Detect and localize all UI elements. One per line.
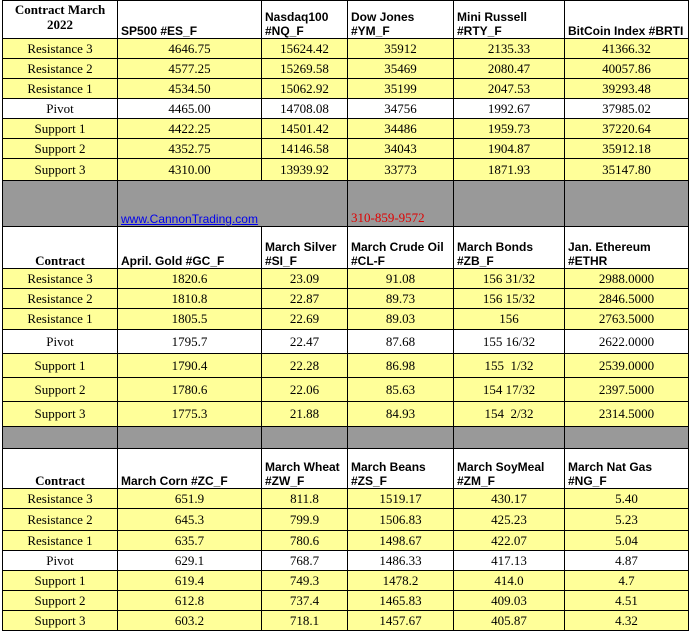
cell-value: 37220.64 <box>565 119 689 139</box>
section2-col-header <box>454 227 565 269</box>
cell-value: 4646.75 <box>118 39 262 59</box>
cell-value: 14501.42 <box>262 119 348 139</box>
cell-value: 2622.0000 <box>565 330 689 354</box>
cell-value: 1904.87 <box>454 139 565 159</box>
col-header-line2: #NG_F <box>568 474 607 488</box>
section1-col-header <box>454 1 565 39</box>
gray-cell <box>262 427 348 449</box>
col-header-line1: Mini Russell <box>457 10 528 24</box>
section1-col-header <box>348 1 454 39</box>
cell-value: 1498.67 <box>348 531 454 551</box>
col-header-line2: #NQ_F <box>265 24 304 38</box>
cell-value: 35912 <box>348 39 454 59</box>
row-label: Resistance 1 <box>3 531 118 551</box>
table-row <box>3 59 689 79</box>
col-header-line2: #RTY_F <box>457 24 502 38</box>
cell-value: 1519.17 <box>348 489 454 509</box>
table-row <box>3 99 689 119</box>
cell-value: 2314.5000 <box>565 402 689 427</box>
cell-value: 737.4 <box>262 591 348 611</box>
col-header-line2: #ZS_F <box>351 474 388 488</box>
cell-value: 1486.33 <box>348 551 454 571</box>
row-label: Support 2 <box>3 139 118 159</box>
gray-cell <box>118 427 262 449</box>
section2-col-header <box>262 227 348 269</box>
row-label: Support 3 <box>3 402 118 427</box>
cell-value: 14708.08 <box>262 99 348 119</box>
cell-value: 4422.25 <box>118 119 262 139</box>
cell-value: 154 2/32 <box>454 402 565 427</box>
cell-value: 22.69 <box>262 309 348 330</box>
cell-value: 409.03 <box>454 591 565 611</box>
col-header-line2: #ZM_F <box>457 474 496 488</box>
cell-value: 4465.00 <box>118 99 262 119</box>
row-label: Support 1 <box>3 571 118 591</box>
section1-col-header <box>262 1 348 39</box>
table-row <box>3 119 689 139</box>
cell-value: 35199 <box>348 79 454 99</box>
cell-value: 1820.6 <box>118 269 262 289</box>
col-header-line2: #CL-F <box>351 254 385 268</box>
website-link[interactable]: www.CannonTrading.com <box>118 181 348 227</box>
section1-contract-header <box>3 1 118 39</box>
pivot-levels-table <box>2 0 689 631</box>
row-label: Support 1 <box>3 119 118 139</box>
cell-value: 4.51 <box>565 591 689 611</box>
col-header-line1: March Silver <box>265 240 337 254</box>
col-header-line2: SP500 #ES_F <box>121 24 198 38</box>
cell-value: 86.98 <box>348 354 454 378</box>
gray-cell <box>348 427 454 449</box>
section2-header-row <box>3 227 689 269</box>
gray-cell <box>454 181 565 227</box>
cell-value: 22.28 <box>262 354 348 378</box>
cell-value: 84.93 <box>348 402 454 427</box>
cell-value: 35469 <box>348 59 454 79</box>
cell-value: 1478.2 <box>348 571 454 591</box>
col-header-line1: March Bonds <box>457 240 534 254</box>
cell-value: 2988.0000 <box>565 269 689 289</box>
contact-band-row <box>3 181 689 227</box>
cell-value: 619.4 <box>118 571 262 591</box>
table-row <box>3 378 689 402</box>
row-label: Resistance 3 <box>3 269 118 289</box>
cell-value: 22.47 <box>262 330 348 354</box>
row-label: Support 3 <box>3 611 118 631</box>
cell-value: 405.87 <box>454 611 565 631</box>
cell-value: 34043 <box>348 139 454 159</box>
table-row <box>3 330 689 354</box>
cell-value: 612.8 <box>118 591 262 611</box>
cell-value: 156 31/32 <box>454 269 565 289</box>
row-label: Pivot <box>3 330 118 354</box>
cell-value: 651.9 <box>118 489 262 509</box>
cell-value: 23.09 <box>262 269 348 289</box>
cell-value: 4.32 <box>565 611 689 631</box>
separator-row <box>3 427 689 449</box>
cell-value: 33773 <box>348 159 454 181</box>
table-row <box>3 571 689 591</box>
col-header-line1: Jan. Ethereum <box>568 240 651 254</box>
cell-value: 1465.83 <box>348 591 454 611</box>
cell-value: 87.68 <box>348 330 454 354</box>
col-header-line2: April. Gold #GC_F <box>121 254 225 268</box>
cell-value: 414.0 <box>454 571 565 591</box>
cell-value: 41366.32 <box>565 39 689 59</box>
gray-cell <box>565 427 689 449</box>
table-row <box>3 611 689 631</box>
section3-col-header <box>565 449 689 489</box>
cell-value: 2080.47 <box>454 59 565 79</box>
cell-value: 1790.4 <box>118 354 262 378</box>
cell-value: 89.03 <box>348 309 454 330</box>
section3-col-header <box>454 449 565 489</box>
row-label: Resistance 1 <box>3 309 118 330</box>
col-header-line1: Dow Jones <box>351 10 415 24</box>
cell-value: 2539.0000 <box>565 354 689 378</box>
table-row <box>3 159 689 181</box>
col-header-line1: March Beans <box>351 460 426 474</box>
row-label: Pivot <box>3 551 118 571</box>
cell-value: 22.06 <box>262 378 348 402</box>
cell-value: 1506.83 <box>348 509 454 531</box>
cell-value: 1775.3 <box>118 402 262 427</box>
cell-value: 15269.58 <box>262 59 348 79</box>
section3-header-row <box>3 449 689 489</box>
cell-value: 1780.6 <box>118 378 262 402</box>
gray-cell <box>565 181 689 227</box>
gray-cell <box>3 427 118 449</box>
section3-col-header <box>262 449 348 489</box>
cell-value: 155 1/32 <box>454 354 565 378</box>
col-header-line2: #ETHR <box>568 254 608 268</box>
section2-col-header <box>565 227 689 269</box>
row-label: Support 1 <box>3 354 118 378</box>
cell-value: 34486 <box>348 119 454 139</box>
cell-value: 4.7 <box>565 571 689 591</box>
col-header-line2: #YM_F <box>351 24 390 38</box>
contract-header-line1: Contract March <box>14 2 106 17</box>
row-label: Support 3 <box>3 159 118 181</box>
cell-value: 15062.92 <box>262 79 348 99</box>
table-row <box>3 139 689 159</box>
cell-value: 156 <box>454 309 565 330</box>
cell-value: 85.63 <box>348 378 454 402</box>
row-label: Resistance 1 <box>3 79 118 99</box>
col-header-line1: March Crude Oil <box>351 240 444 254</box>
col-header-line2: March Corn #ZC_F <box>121 474 228 488</box>
table-row <box>3 531 689 551</box>
cell-value: 4534.50 <box>118 79 262 99</box>
cell-value: 425.23 <box>454 509 565 531</box>
cell-value: 417.13 <box>454 551 565 571</box>
table-row <box>3 402 689 427</box>
section3-col-header <box>118 449 262 489</box>
cell-value: 603.2 <box>118 611 262 631</box>
cell-value: 2397.5000 <box>565 378 689 402</box>
col-header-line1: March Wheat <box>265 460 340 474</box>
table-row <box>3 309 689 330</box>
row-label: Support 2 <box>3 378 118 402</box>
cell-value: 1992.67 <box>454 99 565 119</box>
cell-value: 718.1 <box>262 611 348 631</box>
col-header-line2: #ZB_F <box>457 254 494 268</box>
section3-col-header <box>348 449 454 489</box>
cell-value: 2047.53 <box>454 79 565 99</box>
cell-value: 2763.5000 <box>565 309 689 330</box>
cell-value: 13939.92 <box>262 159 348 181</box>
cell-value: 5.04 <box>565 531 689 551</box>
row-label: Resistance 3 <box>3 39 118 59</box>
table-row <box>3 509 689 531</box>
cell-value: 4352.75 <box>118 139 262 159</box>
cell-value: 422.07 <box>454 531 565 551</box>
col-header-line2: BitCoin Index #BRTI <box>568 24 684 38</box>
cell-value: 21.88 <box>262 402 348 427</box>
cell-value: 4577.25 <box>118 59 262 79</box>
col-header-line1: March Nat Gas <box>568 460 653 474</box>
cell-value: 645.3 <box>118 509 262 531</box>
cell-value: 1871.93 <box>454 159 565 181</box>
cell-value: 780.6 <box>262 531 348 551</box>
cell-value: 156 15/32 <box>454 289 565 309</box>
cell-value: 37985.02 <box>565 99 689 119</box>
cell-value: 40057.86 <box>565 59 689 79</box>
cell-value: 22.87 <box>262 289 348 309</box>
cell-value: 768.7 <box>262 551 348 571</box>
section3-contract-header: Contract <box>3 449 118 489</box>
cell-value: 155 16/32 <box>454 330 565 354</box>
section2-col-header <box>348 227 454 269</box>
cell-value: 749.3 <box>262 571 348 591</box>
cell-value: 1810.8 <box>118 289 262 309</box>
table-row <box>3 289 689 309</box>
cell-value: 1457.67 <box>348 611 454 631</box>
table-row <box>3 591 689 611</box>
cell-value: 2846.5000 <box>565 289 689 309</box>
cell-value: 430.17 <box>454 489 565 509</box>
cell-value: 1805.5 <box>118 309 262 330</box>
cell-value: 5.40 <box>565 489 689 509</box>
col-header-line1: Nasdaq100 <box>265 10 329 24</box>
cell-value: 91.08 <box>348 269 454 289</box>
row-label: Resistance 2 <box>3 509 118 531</box>
table-row <box>3 39 689 59</box>
cell-value: 2135.33 <box>454 39 565 59</box>
cell-value: 15624.42 <box>262 39 348 59</box>
gray-cell <box>454 427 565 449</box>
cell-value: 635.7 <box>118 531 262 551</box>
col-header-line2: #ZW_F <box>265 474 305 488</box>
section2-col-header <box>118 227 262 269</box>
section1-col-header <box>565 1 689 39</box>
table-row <box>3 354 689 378</box>
table-row <box>3 551 689 571</box>
row-label: Support 2 <box>3 591 118 611</box>
row-label: Pivot <box>3 99 118 119</box>
cell-value: 39293.48 <box>565 79 689 99</box>
section1-header-row <box>3 1 689 39</box>
cell-value: 4310.00 <box>118 159 262 181</box>
table-row <box>3 489 689 509</box>
section2-contract-header: Contract <box>3 227 118 269</box>
cell-value: 89.73 <box>348 289 454 309</box>
cell-value: 4.87 <box>565 551 689 571</box>
cell-value: 34756 <box>348 99 454 119</box>
gray-cell <box>3 181 118 227</box>
cell-value: 799.9 <box>262 509 348 531</box>
cell-value: 1959.73 <box>454 119 565 139</box>
cell-value: 629.1 <box>118 551 262 571</box>
col-header-line2: #SI_F <box>265 254 298 268</box>
phone-number: 310-859-9572 <box>348 181 454 227</box>
row-label: Resistance 3 <box>3 489 118 509</box>
row-label: Resistance 2 <box>3 59 118 79</box>
cell-value: 1795.7 <box>118 330 262 354</box>
row-label: Resistance 2 <box>3 289 118 309</box>
table-row <box>3 79 689 99</box>
cell-value: 5.23 <box>565 509 689 531</box>
col-header-line1: March SoyMeal <box>457 460 545 474</box>
cell-value: 35147.80 <box>565 159 689 181</box>
cell-value: 35912.18 <box>565 139 689 159</box>
cell-value: 14146.58 <box>262 139 348 159</box>
contract-header-line2: 2022 <box>47 17 73 32</box>
cell-value: 811.8 <box>262 489 348 509</box>
table-row <box>3 269 689 289</box>
cell-value: 154 17/32 <box>454 378 565 402</box>
section1-col-header <box>118 1 262 39</box>
